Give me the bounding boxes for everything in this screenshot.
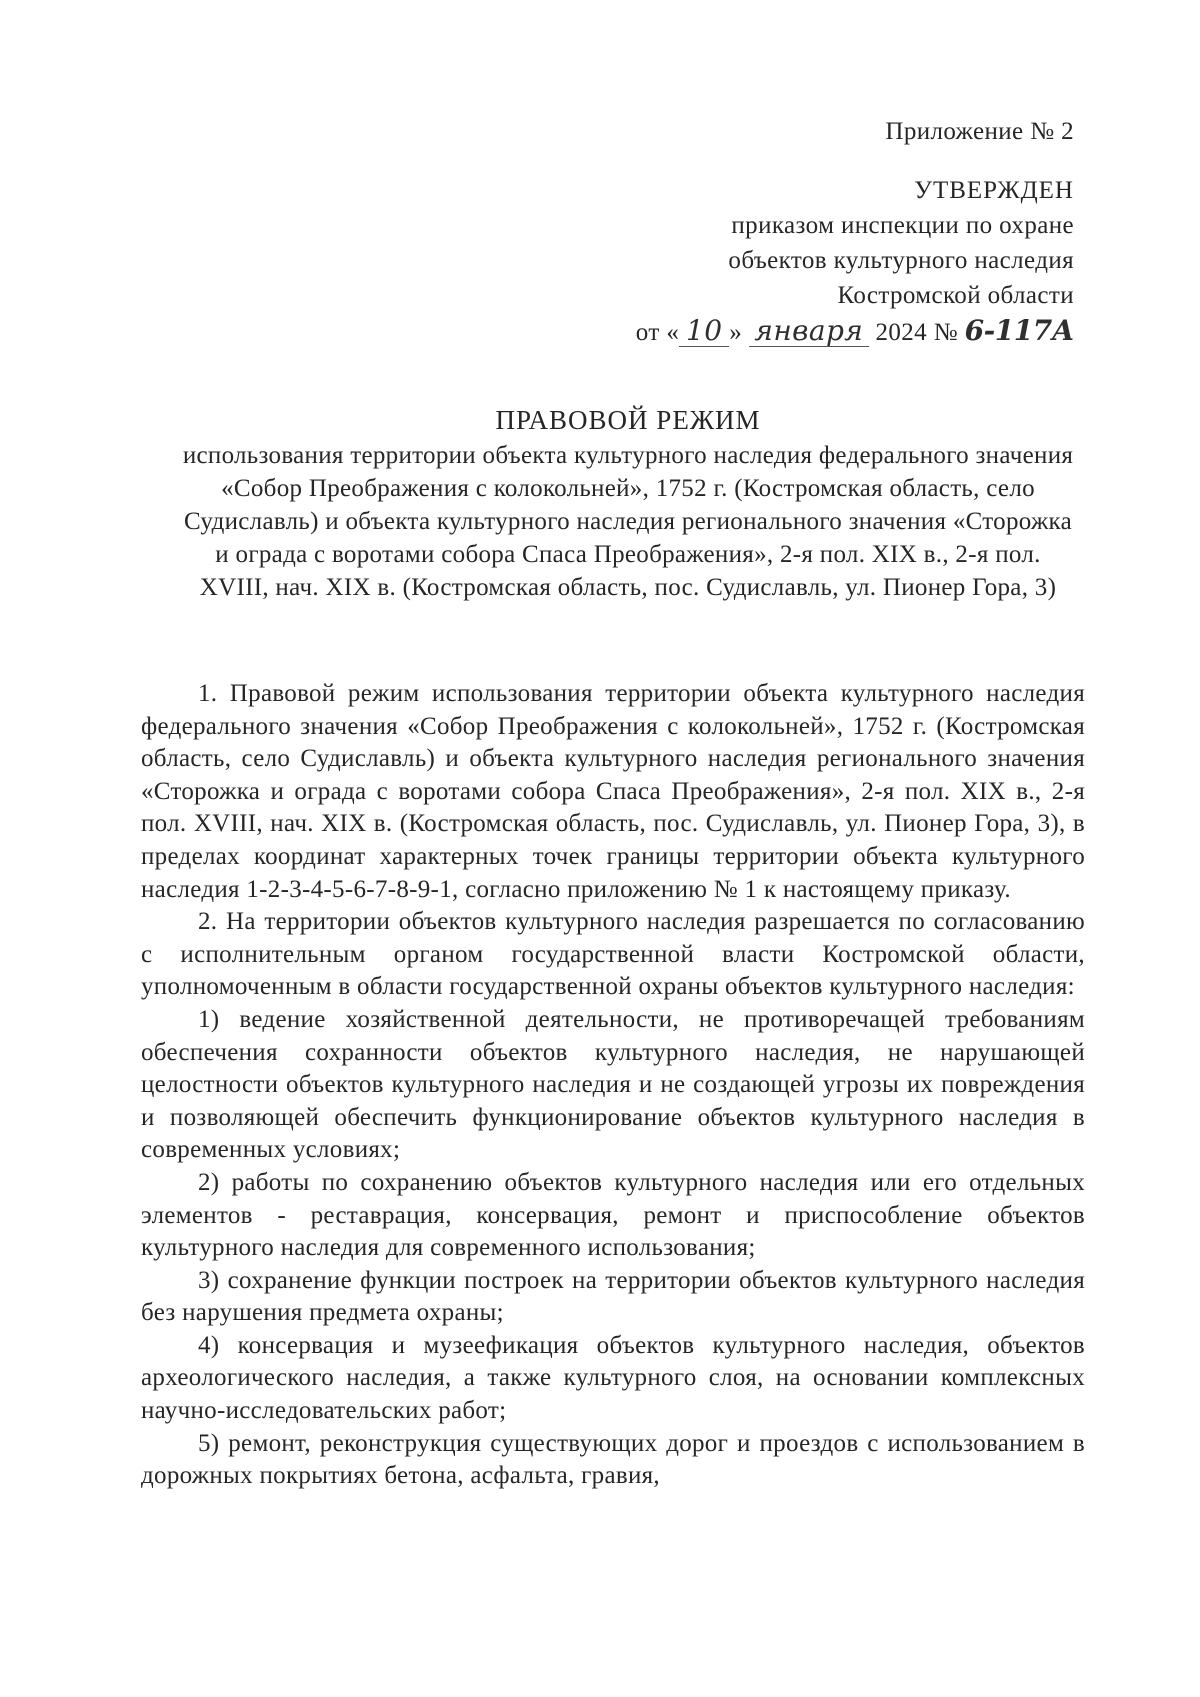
document-title: ПРАВОВОЙ РЕЖИМ [495, 405, 761, 435]
approval-date-line [554, 313, 1074, 350]
list-item-3: 3) сохранение функции построек на территории объектов культурного наследия без нарушения предмета охраны; [141, 1266, 1085, 1327]
list-item-2: 2) работы по сохранению объектов культурного наследия или его отдельных элементов - реставрация, консервация, ремонт и приспособление объектов культурного наследия для современного использования; [141, 1168, 1085, 1262]
approval-line-3: Костромской области [837, 282, 1074, 309]
handwritten-day: 10 [679, 316, 729, 347]
date-year-number: 2024 № [875, 319, 958, 346]
paragraph-2: 2. На территории объектов культурного наследия разрешается по согласованию с исполнительным органом государственной власти Костромской области, уполномоченным в области государственной охраны объектов культурного наследия: [141, 908, 1085, 1001]
document-subtitle: использования территории объекта культурного наследия федерального значения «Собор Преображения с колокольней», 1752 г. (Костромская область, село Судиславль) и объекта культурного наследия регионального значения «Сторожка и ограда с воротами собора Спаса Преображения», 2-я пол. XIX в., 2-я пол. XVIII, нач. XIX в. (Костромская область, пос. Судиславль, ул. Пионер Гора, 3) [182, 442, 1074, 601]
paragraph-1: 1. Правовой режим использования территории объекта культурного наследия федерального значения «Собор Преображения с колокольней», 1752 г. (Костромская область, село Судиславль) и объекта культурного наследия регионального значения «Сторожка и ограда с воротами собора Спаса Преображения», 2-я пол. XIX в., 2-я пол. XVIII, нач. XIX в. (Костромская область, пос. Судиславль, ул. Пионер Гора, 3), в пределах координат характерных точек границы территории объекта культурного наследия 1-2-3-4-5-6-7-8-9-1, согласно приложению № 1 к настоящему приказу. [141, 680, 1085, 903]
list-item-1: 1) ведение хозяйственной деятельности, не противоречащей требованиям обеспечения сохранности объектов культурного наследия, не нарушающей целостности объектов культурного наследия и не создающей угрозы их повреждения и позволяющей обеспечить функционирование объектов культурного наследия в современных условиях; [141, 1005, 1085, 1164]
handwritten-doc-number: 6-117А [964, 314, 1074, 347]
date-mid: » [729, 319, 743, 346]
approval-block [554, 114, 1074, 350]
appendix-label: Приложение № 2 [885, 118, 1074, 145]
list-item-4: 4) консервация и музеефикация объектов культурного наследия, объектов археологического наследия, а также культурного слоя, на основании комплексных научно-исследовательских работ; [141, 1331, 1085, 1425]
handwritten-month: января [749, 316, 869, 347]
list-item-5: 5) ремонт, реконструкция существующих дорог и проездов с использованием в дорожных покрытиях бетона, асфальта, гравия, [141, 1429, 1085, 1490]
approved-label: УТВЕРЖДЕН [914, 177, 1074, 204]
approval-line-1: приказом инспекции по охране [731, 212, 1074, 239]
document-body [141, 678, 1085, 1493]
date-prefix: от « [635, 319, 680, 346]
approval-line-2: объектов культурного наследия [728, 247, 1074, 274]
document-heading [178, 403, 1078, 604]
